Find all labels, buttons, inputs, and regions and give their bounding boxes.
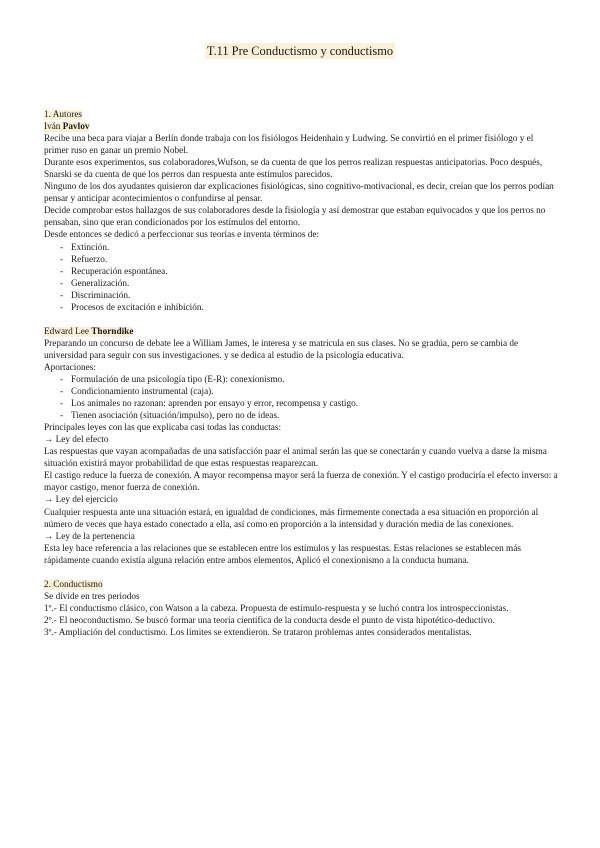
list-item: - Discriminación. xyxy=(44,290,560,302)
document-title-text: T.11 Pre Conductismo y conductismo xyxy=(206,44,394,58)
thorndike-intro: Preparando un concurso de debate lee a William James, le interesa y se matricula en sus clases. No se gradúa, pero se cambia de universidad para seguir con sus investigaciones. y se dedica al estudio de la psicología educativa. xyxy=(44,338,519,361)
period-3: 3º.- Ampliación del conductismo. Los límites se extendieron. Se trataron problemas antes considerados mentalistas. xyxy=(44,627,472,638)
leyes-label: Principales leyes con las que explicaba casi todas las conductas: xyxy=(44,423,282,434)
section-2-heading: 2. Conductismo xyxy=(44,579,103,590)
pavlov-paragraph-1: Recibe una beca para viajar a Berlín donde trabaja con los fisiólogos Heidenhain y Ludwing. Se convirtió en el primer fisiólogo y el primer ruso en ganar un premio Nobel. xyxy=(44,134,534,157)
thorndike-heading: Edward Lee Thorndike xyxy=(44,326,134,337)
section-1-heading: 1. Autores xyxy=(44,110,83,120)
list-item: - Refuerzo. xyxy=(44,254,560,266)
list-item: - Procesos de excitación e inhibición. xyxy=(44,302,560,314)
list-item: - Condicionamiento instrumental (caja). xyxy=(44,386,560,398)
pavlov-terms-list xyxy=(44,242,560,314)
ley-efecto-text-1: Las respuestas que vayan acompañadas de una satisfacción paar el animal serán las que se conectarán y cuando vuelva a darse la misma situación existirá mayor probabilidad de que estas respuestas reaparezcan. xyxy=(44,447,547,470)
list-item: - Recuperación espontánea. xyxy=(44,266,560,278)
document-body xyxy=(44,109,560,639)
period-2: 2º.- El neoconductismo. Se buscó formar una teoría científica de la conducta desde el punto de vista hipotético-deductivo. xyxy=(44,615,495,626)
aportaciones-label: Aportaciones: xyxy=(44,362,96,373)
list-item: - Generalización. xyxy=(44,278,560,290)
section-2-intro: Se divide en tres periodos xyxy=(44,591,140,602)
aportaciones-list xyxy=(44,374,560,422)
ley-ejercicio-title: → Ley del ejercicio xyxy=(44,495,118,506)
pavlov-paragraph-5: Desde entonces se dedicó a perfeccionar sus teorías e inventa términos de: xyxy=(44,230,320,241)
ley-pertenencia-text: Esta ley hace referencia a las relaciones que se establecen entre los estímulos y las respuestas. Estas relaciones se establecen más rápidamente cuando existía alguna relación entre ambos elementos, Aplicó el conexionismo a la conducta humana. xyxy=(44,543,521,566)
list-item: - Extinción. xyxy=(44,242,560,254)
list-item: - Los animales no razonan: aprenden por ensayo y error, recompensa y castigo. xyxy=(44,398,560,410)
pavlov-heading: Iván Pavlov xyxy=(44,122,90,133)
list-item: - Formulación de una psicología tipo (E-R): conexionismo. xyxy=(44,374,560,386)
period-1: 1º.- El conductismo clásico, con Watson a la cabeza. Propuesta de estímulo-respuesta y se luchó contra los introspeccionistas. xyxy=(44,603,509,614)
document-title xyxy=(0,44,600,59)
ley-ejercicio-text: Cualquier respuesta ante una situación estará, en igualdad de condiciones, más firmemente conectada a esa situación en proporción al número de veces que haya estado conectado a ella, así como en proporción a la intensidad y duración media de las conexiones. xyxy=(44,507,539,530)
pavlov-paragraph-3: Ninguno de los dos ayudantes quisieron dar explicaciones fisiológicas, sino cognitivo-motivacional, es decir, creían que los perros podían pensar y anticipar acontecimientos o confundirse al pensar. xyxy=(44,182,554,205)
ley-efecto-title: → Ley del efecto xyxy=(44,435,109,446)
list-item: - Tienen asociación (situación/impulso), pero no de ideas. xyxy=(44,410,560,422)
pavlov-paragraph-4: Decide comprobar estos hallazgos de sus colaboradores desde la fisiología y así demostrar que estaban equivocados y que los perros no pensaban, sino que eran condicionados por los estímulos del entorno. xyxy=(44,206,546,229)
ley-efecto-text-2: El castigo reduce la fuerza de conexión. A mayor recompensa mayor será la fuerza de conexión. Y el castigo produciría el efecto inverso: a mayor castigo, menor fuerza de conexión. xyxy=(44,471,558,494)
pavlov-paragraph-2: Durante esos experimentos, sus colaboradores,Wufson, se da cuenta de que los perros realizan respuestas anticipatorias. Poco después, Snarski se da cuenta de que los perros dan respuesta ante estímulos parecidos. xyxy=(44,158,543,181)
ley-pertenencia-title: → Ley de la pertenencia xyxy=(44,531,135,542)
